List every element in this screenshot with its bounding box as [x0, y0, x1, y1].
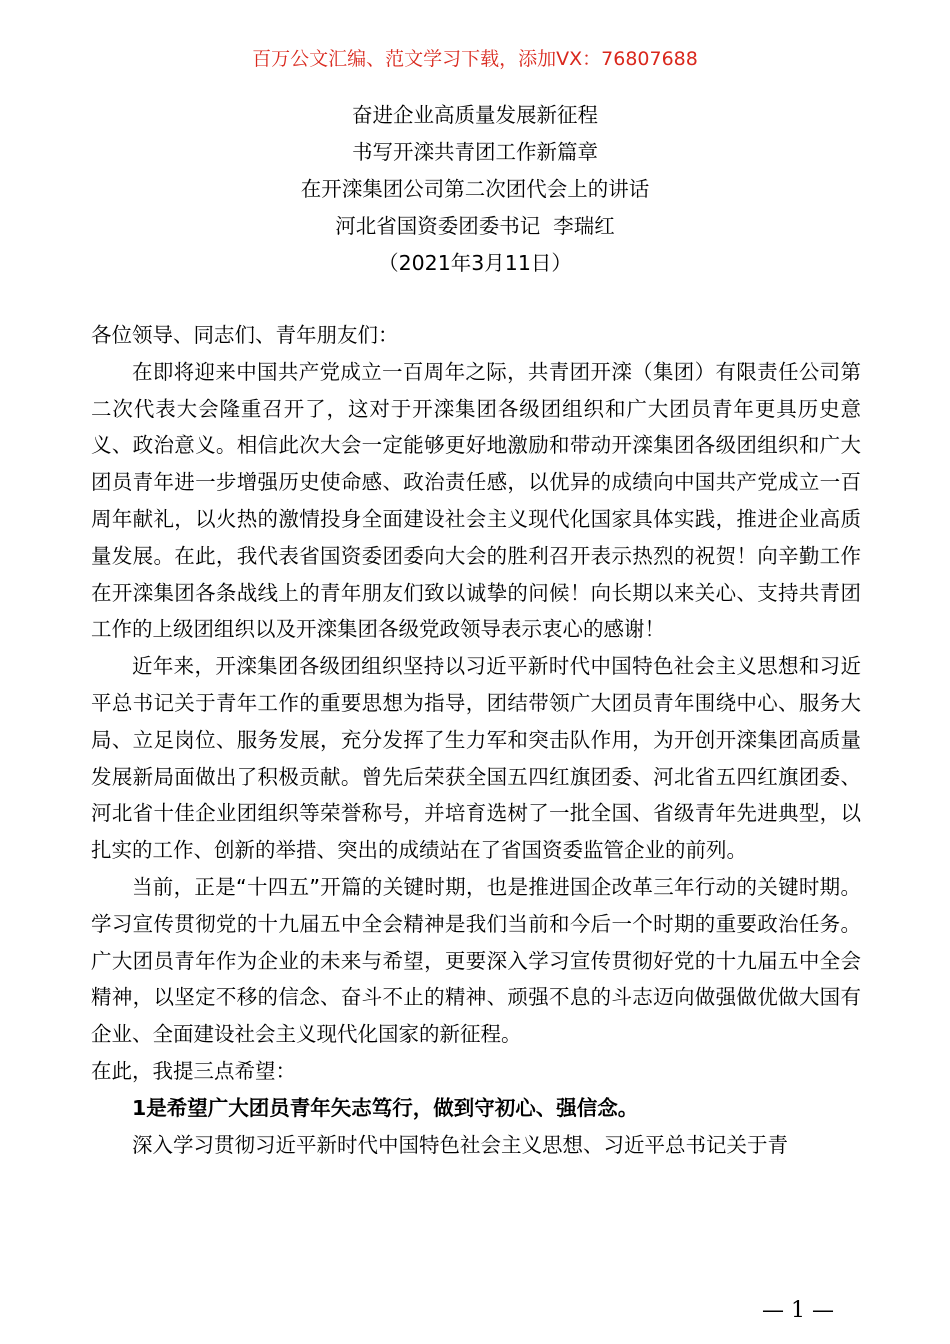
promo-banner: 百万公文汇编、范文学习下载，添加VX：76807688	[252, 48, 698, 70]
speech-occasion: 在开滦集团公司第二次团代会上的讲话	[300, 177, 650, 201]
paragraph-continued: 深入学习贯彻习近平新时代中国特色社会主义思想、习近平总书记关于青	[132, 1132, 788, 1157]
speech-body	[91, 317, 861, 1163]
salutation: 各位领导、同志们、青年朋友们：	[91, 323, 399, 347]
sub-title: 书写开滦共青团工作新篇章	[352, 140, 598, 164]
speech-date: （2021年3月11日）	[378, 251, 572, 275]
title-block	[0, 97, 950, 282]
paragraph: 当前，正是“十四五”开篇的关键时期，也是推进国企改革三年行动的关键时期。学习宣传贯彻党的十九届五中全会精神是我们当前和今后一个时期的重要政治任务。广大团员青年作为企业的未来与希望，更要深入学习宣传贯彻好党的十九届五中全会精神，以坚定不移的信念、奋斗不止的精神、顽强不息的斗志迈向做强做优做大国有企业、全面建设社会主义现代化国家的新征程。	[91, 874, 861, 1047]
closing-line: 在此，我提三点希望：	[91, 1058, 296, 1083]
page-number: — 1 —	[762, 1298, 834, 1323]
main-title: 奋进企业高质量发展新征程	[352, 103, 598, 127]
paragraph: 近年来，开滦集团各级团组织坚持以习近平新时代中国特色社会主义思想和习近平总书记关于青年工作的重要思想为指导，团结带领广大团员青年围绕中心、服务大局、立足岗位、服务发展，充分发挥了生力军和突击队作用，为开创开滦集团高质量发展新局面做出了积极贡献。曾先后荣获全国五四红旗团委、河北省五四红旗团委、河北省十佳企业团组织等荣誉称号，并培育选树了一批全国、省级青年先进典型，以扎实的工作、创新的举措、突出的成绩站在了省国资委监管企业的前列。	[91, 654, 861, 863]
paragraph: 在即将迎来中国共产党成立一百周年之际，共青团开滦（集团）有限责任公司第二次代表大会隆重召开了，这对于开滦集团各级团组织和广大团员青年更具历史意义、政治意义。相信此次大会一定能够更好地激励和带动开滦集团各级团组织和广大团员青年进一步增强历史使命感、政治责任感，以优异的成绩向中国共产党成立一百周年献礼，以火热的激情投身全面建设社会主义现代化国家具体实践，推进企业高质量发展。在此，我代表省国资委团委向大会的胜利召开表示热烈的祝贺！向辛勤工作在开滦集团各条战线上的青年朋友们致以诚挚的问候！向长期以来关心、支持共青团工作的上级团组织以及开滦集团各级党政领导表示衷心的感谢！	[91, 359, 861, 642]
speaker-line: 河北省国资委团委书记 李瑞红	[335, 214, 615, 238]
point-heading: 1是希望广大团员青年矢志笃行，做到守初心、强信念。	[132, 1095, 639, 1120]
